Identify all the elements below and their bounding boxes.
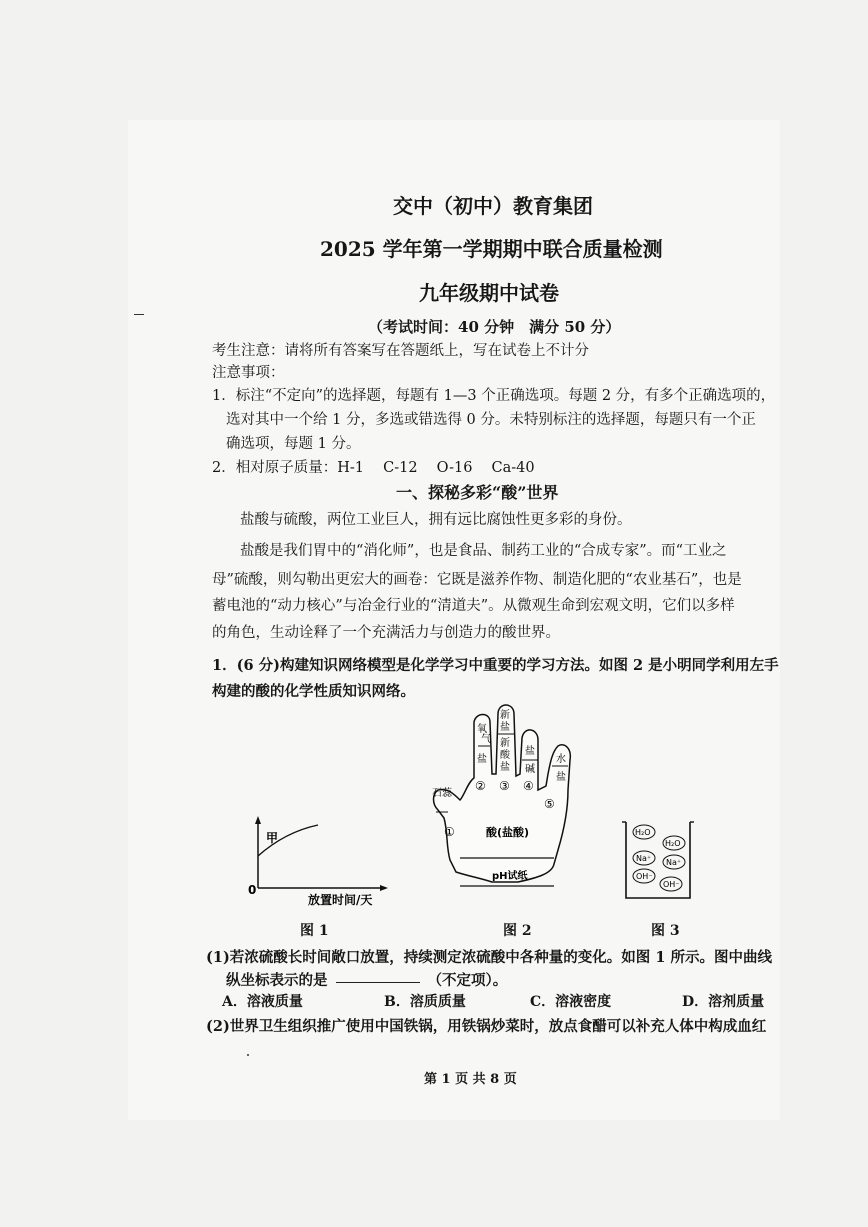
question-1-1-prompt: 纵坐标表示的是 [226,972,328,989]
question-1-1-line-1: (1)若浓硫酸长时间敞口放置，持续测定浓硫酸中各种量的变化。如图 1 所示。图中曲线 [206,949,772,966]
label-oh-2: OH⁻ [663,880,680,889]
notice-item-1-line-3: 确选项，每题 1 分。 [226,436,361,452]
origin-label: 0 [248,883,257,897]
finger-5-text-1: 水 [556,754,566,765]
marker-2: ② [475,779,486,793]
paper-title: 九年级期中试卷 [419,281,559,305]
scan-mark [134,314,144,315]
palm-label: 酸(盐酸) [486,826,530,839]
finger-3-text-4: 酸 [500,750,510,761]
option-b: B．溶质质量 [384,994,466,1010]
page-number: 第 1 页 共 8 页 [424,1072,517,1087]
finger-4-text-1: 盐 [525,746,535,757]
question-1-1-note: （不定项）。 [427,972,508,989]
notice-line-1: 考生注意：请将所有答案写在答题纸上，写在试卷上不计分 [212,343,589,359]
section-paragraph-2-line-2: 母”硫酸，则勾勒出更宏大的画卷：它既是滋养作物、制造化肥的“农业基石”，也是 [212,572,742,588]
figure-2-caption: 图 2 [503,923,532,939]
notice-line-2: 注意事项： [212,365,285,381]
notice-item-1-line-1: 1．标注“不定向”的选择题，每题有 1—3 个正确选项。每题 2 分，有多个正确选项的， [212,388,776,404]
notice-item-1-line-2: 选对其中一个给 1 分，多选或错选得 0 分。未特别标注的选择题，每题只有一个正 [226,412,756,428]
finger-3-text-2: 盐 [500,722,510,733]
finger-2-text-3: 盐 [477,754,487,765]
y-axis-arrow [255,816,261,824]
finger-2-text-1: 氧 [477,724,487,735]
finger-5-text-2: 盐 [556,772,566,783]
figure-1-graph [240,812,390,912]
question-1-intro-line-2: 构建的酸的化学性质知识网络。 [212,683,415,700]
option-a: A．溶液质量 [222,994,303,1010]
label-oh-1: OH⁻ [636,872,653,881]
exam-title: 2025 学年第一学期期中联合质量检测 [320,237,663,261]
section-title: 一、探秘多彩“酸”世界 [396,483,559,502]
exam-timing: （考试时间：40 分钟 满分 50 分） [368,318,621,336]
curve-label: 甲 [266,831,279,845]
option-c: C．溶液密度 [530,994,612,1010]
marker-5: ⑤ [544,797,555,811]
label-h2o-2: H₂O [665,839,681,848]
section-paragraph-1: 盐酸与硫酸，两位工业巨人，拥有远比腐蚀性更多彩的身份。 [240,512,632,528]
marker-1: ① [444,825,455,839]
finger-4-text-2: 碱 [525,764,535,775]
marker-4: ④ [523,779,534,793]
question-1-2-line-1: (2)世界卫生组织推广使用中国铁锅，用铁锅炒菜时，放点食醋可以补充人体中构成血红 [206,1018,767,1035]
section-paragraph-2-line-4: 的角色，生动诠释了一个充满活力与创造力的酸世界。 [212,625,560,641]
figure-3-caption: 图 3 [651,923,680,939]
finger-1-text-1: 石蕊 [432,788,452,799]
scan-dot [247,1054,249,1056]
figure-1-caption: 图 1 [300,923,329,939]
x-axis-arrow [380,885,388,891]
finger-3-text-1: 新 [500,710,510,721]
option-d: D．溶剂质量 [682,994,765,1010]
figure-2-hand [418,700,588,910]
label-h2o-1: H₂O [635,828,651,837]
x-axis-label: 放置时间/天 [308,893,373,907]
question-1-intro-line-1: 1．(6 分)构建知识网络模型是化学学习中重要的学习方法。如图 2 是小明同学利用左手 [212,657,779,674]
school-title: 交中（初中）教育集团 [393,194,593,218]
finger-2-text-2: 气 [481,734,491,745]
marker-3: ③ [499,779,510,793]
question-1-1-line-2 [226,969,507,990]
finger-3-text-3: 新 [500,738,510,749]
figure-3-beaker [620,818,698,910]
section-paragraph-2-line-1: 盐酸是我们胃中的“消化师”，也是食品、制药工业的“合成专家”。而“工业之 [240,543,727,559]
label-na-1: Na⁺ [636,854,652,863]
answer-blank[interactable] [336,982,420,983]
wrist-label: pH试纸 [492,871,528,882]
notice-item-2: 2．相对原子质量：H-1 C-12 O-16 Ca-40 [212,460,535,476]
section-paragraph-2-line-3: 蓄电池的“动力核心”与冶金行业的“清道夫”。从微观生命到宏观文明，它们以多样 [212,598,735,614]
finger-3-text-5: 盐 [500,762,510,773]
label-na-2: Na⁺ [666,858,682,867]
